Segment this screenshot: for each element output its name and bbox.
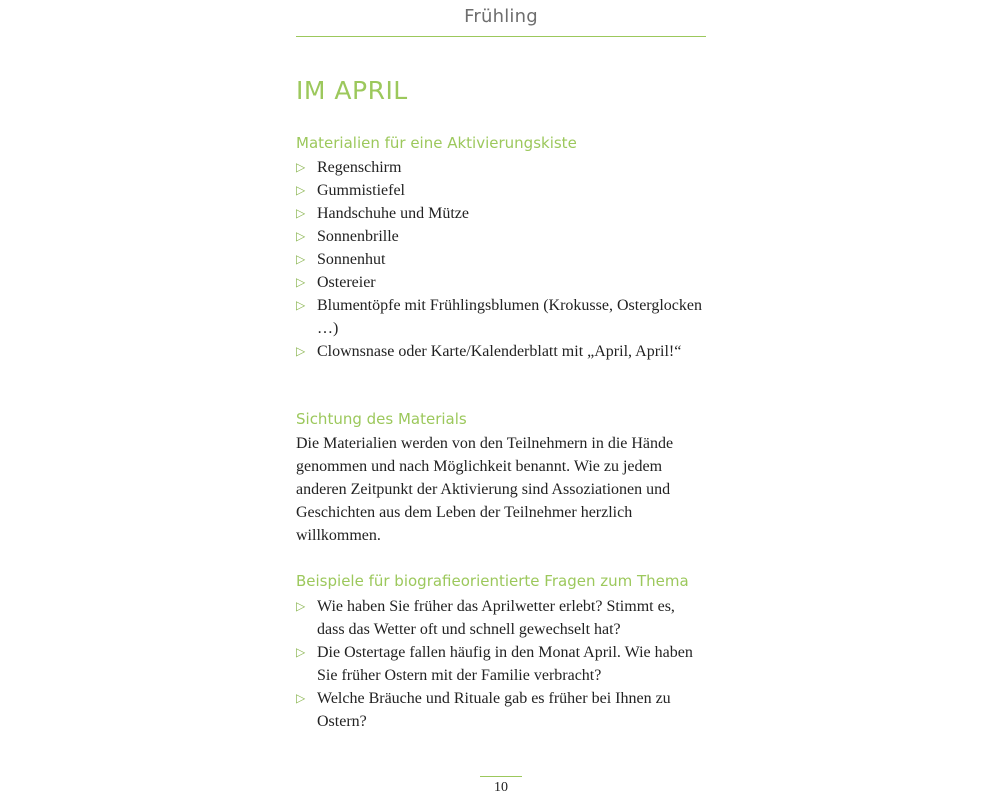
triangle-bullet-icon: ▷ <box>296 160 306 174</box>
list-item-text: Wie haben Sie früher das Aprilwetter erlebt? Stimmt es, dass das Wetter oft und schnell gewechselt hat? <box>317 598 675 638</box>
chapter-title: IM APRIL <box>296 76 408 105</box>
triangle-bullet-icon: ▷ <box>296 252 306 266</box>
book-page <box>296 0 706 800</box>
list-item <box>296 595 706 641</box>
list-item-text: Clownsnase oder Karte/Kalenderblatt mit „April, April!“ <box>317 343 682 360</box>
page-number: 10 <box>494 780 508 795</box>
list-item-text: Handschuhe und Mütze <box>317 205 469 222</box>
list-item <box>296 225 706 248</box>
list-item-text: Blumentöpfe mit Frühlingsblumen (Krokusse, Osterglocken …) <box>317 297 702 337</box>
list-item <box>296 340 706 363</box>
list-item-text: Gummistiefel <box>317 182 405 199</box>
list-item <box>296 248 706 271</box>
list-item <box>296 641 706 687</box>
sichtung-paragraph: Die Materialien werden von den Teilnehmern in die Hände genommen und nach Möglichkeit benannt. Wie zu jedem anderen Zeitpunkt der Aktivierung sind Assoziationen und Geschichten aus dem Leben der Teilnehmer herzlich willkommen. <box>296 435 674 544</box>
list-item <box>296 202 706 225</box>
list-item-text: Ostereier <box>317 274 376 291</box>
list-item-text: Sonnenbrille <box>317 228 399 245</box>
triangle-bullet-icon: ▷ <box>296 645 306 659</box>
triangle-bullet-icon: ▷ <box>296 206 306 220</box>
list-item-text: Welche Bräuche und Rituale gab es früher bei Ihnen zu Ostern? <box>317 690 671 730</box>
triangle-bullet-icon: ▷ <box>296 275 306 289</box>
triangle-bullet-icon: ▷ <box>296 298 306 312</box>
list-item <box>296 179 706 202</box>
footer-divider <box>480 776 522 777</box>
triangle-bullet-icon: ▷ <box>296 691 306 705</box>
questions-heading: Beispiele für biografieorientierte Fragen zum Thema <box>296 572 689 590</box>
list-item-text: Regenschirm <box>317 159 402 176</box>
list-item-text: Sonnenhut <box>317 251 386 268</box>
list-item <box>296 687 706 733</box>
triangle-bullet-icon: ▷ <box>296 183 306 197</box>
triangle-bullet-icon: ▷ <box>296 229 306 243</box>
questions-list <box>296 595 706 733</box>
materials-heading: Materialien für eine Aktivierungskiste <box>296 134 577 152</box>
list-item <box>296 271 706 294</box>
triangle-bullet-icon: ▷ <box>296 599 306 613</box>
triangle-bullet-icon: ▷ <box>296 344 306 358</box>
sichtung-heading: Sichtung des Materials <box>296 410 467 428</box>
materials-list <box>296 156 706 363</box>
list-item <box>296 294 706 340</box>
list-item <box>296 156 706 179</box>
list-item-text: Die Ostertage fallen häufig in den Monat April. Wie haben Sie früher Ostern mit der Familie verbracht? <box>317 644 693 684</box>
running-header: Frühling <box>296 2 706 37</box>
